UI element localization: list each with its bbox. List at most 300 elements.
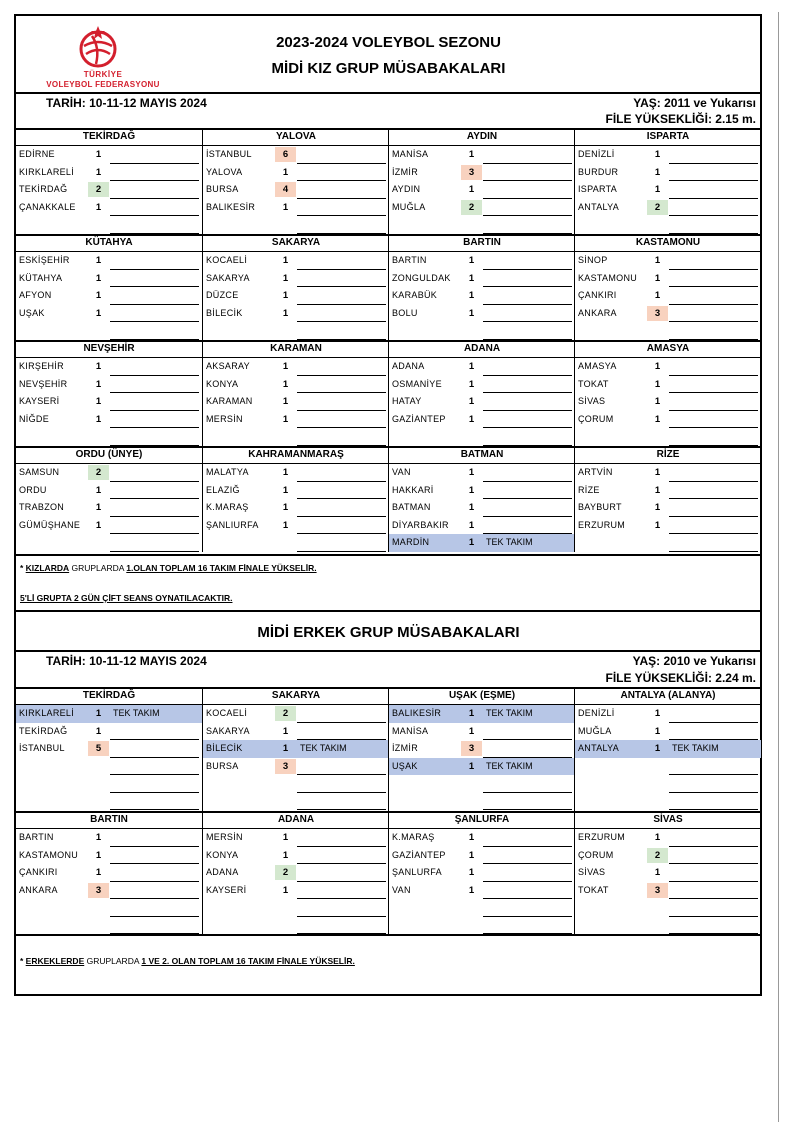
team-count: 1 <box>282 884 289 896</box>
team-count: 1 <box>468 149 475 160</box>
team-count: 1 <box>468 708 475 719</box>
team-name: ADANA <box>392 361 425 371</box>
team-row <box>389 882 575 900</box>
group <box>575 687 761 810</box>
team-name: K.MARAŞ <box>206 502 249 512</box>
column-divider <box>574 340 575 446</box>
team-row <box>16 517 202 535</box>
group <box>203 234 389 340</box>
team-row <box>389 322 575 340</box>
team-count: 1 <box>468 502 475 513</box>
team-count: 1 <box>95 201 102 213</box>
team-name: VAN <box>392 467 411 477</box>
column-divider <box>202 234 203 340</box>
team-count: 1 <box>95 166 102 178</box>
team-count: 1 <box>468 290 475 301</box>
group <box>16 687 202 810</box>
team-name: ISPARTA <box>578 184 618 194</box>
blank-line <box>483 809 572 810</box>
group <box>16 340 202 446</box>
divider <box>16 92 760 94</box>
group <box>575 234 761 340</box>
team-row <box>16 917 202 935</box>
team-row <box>389 181 575 199</box>
team-count: 1 <box>282 361 289 372</box>
team-row <box>203 793 389 811</box>
team-name: AKSARAY <box>206 361 250 371</box>
team-row <box>575 181 761 199</box>
team-row <box>389 723 575 741</box>
team-count: 2 <box>647 200 668 215</box>
divider <box>16 610 760 612</box>
team-name: EDİRNE <box>19 149 55 159</box>
divider <box>16 934 760 936</box>
team-count: 1 <box>95 307 102 319</box>
team-row <box>575 775 761 793</box>
team-count: 1 <box>95 396 102 407</box>
team-name: SİNOP <box>578 255 608 265</box>
team-count: 1 <box>95 484 102 496</box>
team-row <box>203 517 389 535</box>
team-count: 1 <box>95 832 102 843</box>
column-divider <box>202 687 203 811</box>
group-name: ADANA <box>389 340 575 358</box>
column-divider <box>202 128 203 234</box>
team-name: ÇORUM <box>578 849 614 860</box>
group <box>203 128 389 234</box>
team-count: 1 <box>95 725 102 737</box>
team-row <box>575 917 761 935</box>
team-count: 1 <box>282 413 289 425</box>
group-name: AYDIN <box>389 128 575 146</box>
team-row <box>575 882 761 900</box>
team-count: 1 <box>468 272 475 284</box>
team-row <box>16 252 202 270</box>
team-count: 1 <box>468 467 475 478</box>
team-count: 1 <box>95 849 102 861</box>
team-count: 1 <box>468 519 475 531</box>
team-name: BURSA <box>206 760 239 771</box>
team-row <box>203 847 389 865</box>
group <box>16 446 202 552</box>
team-name: TOKAT <box>578 884 609 895</box>
column-divider <box>574 446 575 552</box>
team-count: 1 <box>654 272 661 284</box>
group-name: TEKİRDAĞ <box>16 687 202 705</box>
team-name: KONYA <box>206 849 239 860</box>
column-divider <box>202 340 203 446</box>
team-row <box>16 847 202 865</box>
team-row <box>203 376 389 394</box>
team-count: 1 <box>654 467 661 478</box>
team-row <box>16 705 202 723</box>
team-row <box>575 705 761 723</box>
team-row <box>389 758 575 776</box>
team-name: ÇANAKKALE <box>19 201 76 212</box>
team-row <box>389 534 575 552</box>
group-name: ADANA <box>203 811 389 829</box>
team-row <box>203 270 389 288</box>
team-name: BURSA <box>206 184 239 194</box>
team-row <box>575 482 761 500</box>
girls-title: MİDİ KIZ GRUP MÜSABAKALARI <box>271 60 506 77</box>
team-name: İSTANBUL <box>206 149 252 159</box>
team-name: TEKİRDAĞ <box>19 725 68 736</box>
team-count: 1 <box>468 867 475 878</box>
team-name: BAYBURT <box>578 502 622 512</box>
team-name: RİZE <box>578 484 600 495</box>
team-row <box>16 723 202 741</box>
group <box>203 340 389 446</box>
team-name: SİVAS <box>578 867 606 877</box>
blank-line <box>669 551 758 552</box>
team-row <box>16 793 202 811</box>
team-name: ANTALYA <box>578 743 620 753</box>
boys-date: TARİH: 10-11-12 MAYIS 2024 <box>46 654 207 668</box>
team-row <box>16 164 202 182</box>
team-count: 1 <box>282 484 289 496</box>
group-name: KAHRAMANMARAŞ <box>203 446 389 464</box>
group <box>16 811 202 934</box>
group <box>389 234 575 340</box>
group-name: BARTIN <box>16 811 202 829</box>
team-row <box>389 847 575 865</box>
team-name: ZONGULDAK <box>392 272 451 283</box>
team-row <box>203 917 389 935</box>
team-row <box>16 305 202 323</box>
team-name: BİLECİK <box>206 743 243 753</box>
team-name: HAKKARİ <box>392 484 434 495</box>
team-count: 1 <box>282 725 289 737</box>
team-row <box>203 428 389 446</box>
team-name: BOLU <box>392 307 418 318</box>
team-name: SAKARYA <box>206 272 250 283</box>
team-row <box>16 740 202 758</box>
team-count: 4 <box>275 182 296 197</box>
column-divider <box>574 811 575 935</box>
team-count: 1 <box>468 396 475 407</box>
team-name: GAZİANTEP <box>392 413 446 424</box>
team-row <box>16 376 202 394</box>
team-row <box>203 482 389 500</box>
team-count: 6 <box>275 147 296 162</box>
blank-line <box>297 809 386 810</box>
team-name: GAZİANTEP <box>392 849 446 860</box>
team-row <box>16 287 202 305</box>
team-count: 1 <box>282 396 289 407</box>
group-name: ORDU (ÜNYE) <box>16 446 202 464</box>
group-name: SAKARYA <box>203 234 389 252</box>
team-count: 1 <box>95 272 102 284</box>
group <box>389 687 575 810</box>
team-name: TEKİRDAĞ <box>19 184 68 194</box>
team-name: KIRŞEHİR <box>19 361 64 371</box>
team-count: 1 <box>468 725 475 737</box>
team-count: 1 <box>654 708 661 719</box>
team-count: 1 <box>95 290 102 301</box>
divider <box>16 554 760 556</box>
team-count: 3 <box>461 741 482 756</box>
team-count: 1 <box>654 484 661 496</box>
team-name: ERZURUM <box>578 832 626 842</box>
boys-note: * ERKEKLERDE GRUPLARDA 1 VE 2. OLAN TOPLAM 16 TAKIM FİNALE YÜKSELİR. <box>20 956 355 966</box>
team-count: 1 <box>282 307 289 319</box>
team-row <box>16 270 202 288</box>
team-count: 1 <box>468 760 475 772</box>
team-name: NİĞDE <box>19 413 50 424</box>
team-row <box>389 829 575 847</box>
team-name: K.MARAŞ <box>392 832 435 842</box>
boys-age: YAŞ: 2010 ve Yukarısı <box>632 654 756 668</box>
column-divider <box>388 234 389 340</box>
group-name: RİZE <box>575 446 761 464</box>
team-name: MUĞLA <box>392 201 426 212</box>
team-name: ELAZIĞ <box>206 484 240 495</box>
group-name: UŞAK (EŞME) <box>389 687 575 705</box>
team-row <box>575 199 761 217</box>
group <box>16 234 202 340</box>
team-row <box>575 146 761 164</box>
team-count: 1 <box>654 743 661 754</box>
team-count: 1 <box>468 484 475 496</box>
group <box>389 446 575 552</box>
single-team-note: TEK TAKIM <box>486 537 533 547</box>
team-row <box>575 517 761 535</box>
team-name: UŞAK <box>19 307 45 318</box>
group <box>16 128 202 234</box>
team-name: UŞAK <box>392 760 418 771</box>
team-name: GÜMÜŞHANE <box>19 519 81 530</box>
team-row <box>389 376 575 394</box>
team-count: 1 <box>468 361 475 372</box>
team-row <box>203 164 389 182</box>
team-name: ÇORUM <box>578 413 614 424</box>
team-name: MANİSA <box>392 725 429 736</box>
team-count: 1 <box>95 867 102 878</box>
team-name: BARTIN <box>392 255 427 265</box>
single-team-note: TEK TAKIM <box>300 743 347 753</box>
column-divider <box>388 340 389 446</box>
team-row <box>203 305 389 323</box>
team-count: 1 <box>282 201 289 213</box>
team-row <box>389 164 575 182</box>
team-name: ERZURUM <box>578 519 626 530</box>
team-count: 3 <box>647 306 668 321</box>
team-row <box>575 428 761 446</box>
team-row <box>16 499 202 517</box>
team-count: 5 <box>88 741 109 756</box>
team-row <box>203 252 389 270</box>
team-row <box>575 899 761 917</box>
group-name: SİVAS <box>575 811 761 829</box>
team-row <box>203 146 389 164</box>
team-row <box>575 740 761 758</box>
team-row <box>389 517 575 535</box>
team-count: 2 <box>275 865 296 880</box>
group <box>389 128 575 234</box>
team-name: AMASYA <box>578 361 617 371</box>
single-team-note: TEK TAKIM <box>486 760 533 771</box>
team-row <box>16 393 202 411</box>
team-row <box>16 358 202 376</box>
group <box>575 446 761 552</box>
team-count: 1 <box>282 166 289 178</box>
girls-note-1: * KIZLARDA GRUPLARDA 1.OLAN TOPLAM 16 TAKIM FİNALE YÜKSELİR. <box>20 563 317 573</box>
team-row <box>389 305 575 323</box>
team-row <box>16 322 202 340</box>
team-count: 1 <box>282 290 289 301</box>
team-row <box>389 864 575 882</box>
team-row <box>575 305 761 323</box>
team-row <box>389 899 575 917</box>
team-name: DİYARBAKIR <box>392 519 449 530</box>
team-count: 1 <box>468 255 475 266</box>
team-row <box>16 181 202 199</box>
team-name: MALATYA <box>206 467 249 477</box>
team-name: DÜZCE <box>206 290 239 300</box>
team-count: 1 <box>468 884 475 896</box>
team-name: KASTAMONU <box>578 272 638 283</box>
team-row <box>203 758 389 776</box>
team-row <box>16 829 202 847</box>
boys-net-height: FİLE YÜKSEKLİĞİ: 2.24 m. <box>605 671 756 685</box>
team-count: 3 <box>647 883 668 898</box>
team-count: 1 <box>95 149 102 160</box>
team-count: 1 <box>654 832 661 843</box>
column-divider <box>574 687 575 811</box>
team-count: 1 <box>468 184 475 195</box>
team-name: ARTVİN <box>578 467 613 477</box>
team-row <box>389 793 575 811</box>
team-row <box>203 499 389 517</box>
team-count: 2 <box>88 182 109 197</box>
team-row <box>575 793 761 811</box>
team-row <box>575 164 761 182</box>
team-row <box>203 740 389 758</box>
team-count: 1 <box>654 149 661 160</box>
team-row <box>575 464 761 482</box>
team-count: 1 <box>282 743 289 754</box>
team-row <box>16 146 202 164</box>
single-team-note: TEK TAKIM <box>113 708 160 718</box>
team-row <box>575 847 761 865</box>
team-row <box>389 775 575 793</box>
team-count: 1 <box>282 519 289 531</box>
team-count: 1 <box>654 290 661 301</box>
team-name: KAYSERİ <box>19 396 60 406</box>
team-count: 1 <box>95 519 102 531</box>
team-count: 3 <box>461 165 482 180</box>
team-row <box>203 411 389 429</box>
team-name: İZMİR <box>392 743 418 753</box>
team-count: 1 <box>654 378 661 390</box>
team-count: 2 <box>461 200 482 215</box>
boys-title: MİDİ ERKEK GRUP MÜSABAKALARI <box>257 624 520 641</box>
team-row <box>575 499 761 517</box>
group <box>389 811 575 934</box>
team-row <box>389 428 575 446</box>
team-name: KASTAMONU <box>19 849 79 860</box>
team-name: DENİZLİ <box>578 708 615 718</box>
team-name: KIRKLARELİ <box>19 166 75 177</box>
group-name: AMASYA <box>575 340 761 358</box>
team-count: 1 <box>282 467 289 478</box>
team-name: MARDİN <box>392 537 430 547</box>
team-name: HATAY <box>392 396 422 406</box>
team-name: ESKİŞEHİR <box>19 255 70 265</box>
team-name: SAMSUN <box>19 467 60 477</box>
team-name: KIRKLARELİ <box>19 708 75 718</box>
group-name: BARTIN <box>389 234 575 252</box>
federation-logo <box>18 18 188 94</box>
team-name: KOCAELİ <box>206 255 248 265</box>
team-row <box>203 322 389 340</box>
team-row <box>203 723 389 741</box>
team-count: 1 <box>654 184 661 195</box>
team-row <box>203 882 389 900</box>
team-row <box>575 287 761 305</box>
girls-net-height: FİLE YÜKSEKLİĞİ: 2.15 m. <box>605 112 756 126</box>
team-count: 3 <box>275 759 296 774</box>
team-name: ŞANLIURFA <box>206 519 259 530</box>
team-name: DENİZLİ <box>578 149 615 159</box>
team-count: 1 <box>468 378 475 390</box>
group <box>575 128 761 234</box>
group-name: KASTAMONU <box>575 234 761 252</box>
team-count: 1 <box>654 361 661 372</box>
team-row <box>575 322 761 340</box>
team-name: YALOVA <box>206 166 243 177</box>
team-count: 1 <box>468 849 475 861</box>
team-row <box>16 775 202 793</box>
group <box>389 340 575 446</box>
team-row <box>389 199 575 217</box>
team-row <box>203 864 389 882</box>
team-row <box>575 829 761 847</box>
team-name: MERSİN <box>206 832 243 842</box>
girls-note-2: 5'Lİ GRUPTA 2 GÜN ÇİFT SEANS OYNATILACAKTIR. <box>20 593 233 603</box>
team-row <box>16 882 202 900</box>
blank-line <box>669 809 758 810</box>
group <box>575 340 761 446</box>
team-row <box>16 482 202 500</box>
group-name: BATMAN <box>389 446 575 464</box>
team-row <box>389 917 575 935</box>
team-name: MANİSA <box>392 149 429 159</box>
team-name: ÇANKIRI <box>19 867 58 877</box>
column-divider <box>574 128 575 234</box>
team-name: MUĞLA <box>578 725 612 736</box>
team-row <box>389 482 575 500</box>
group-name: TEKİRDAĞ <box>16 128 202 146</box>
team-count: 1 <box>654 396 661 407</box>
team-count: 1 <box>95 708 102 719</box>
blank-line <box>110 809 199 810</box>
blank-line <box>297 551 386 552</box>
team-count: 1 <box>282 832 289 843</box>
season-title: 2023-2024 VOLEYBOL SEZONU <box>276 34 501 51</box>
group <box>203 446 389 552</box>
group-name: KARAMAN <box>203 340 389 358</box>
team-count: 1 <box>95 502 102 513</box>
team-count: 1 <box>468 832 475 843</box>
fixture-sheet <box>14 14 762 996</box>
team-row <box>203 181 389 199</box>
divider <box>16 650 760 652</box>
team-row <box>16 199 202 217</box>
team-count: 1 <box>95 378 102 390</box>
team-count: 1 <box>282 849 289 861</box>
